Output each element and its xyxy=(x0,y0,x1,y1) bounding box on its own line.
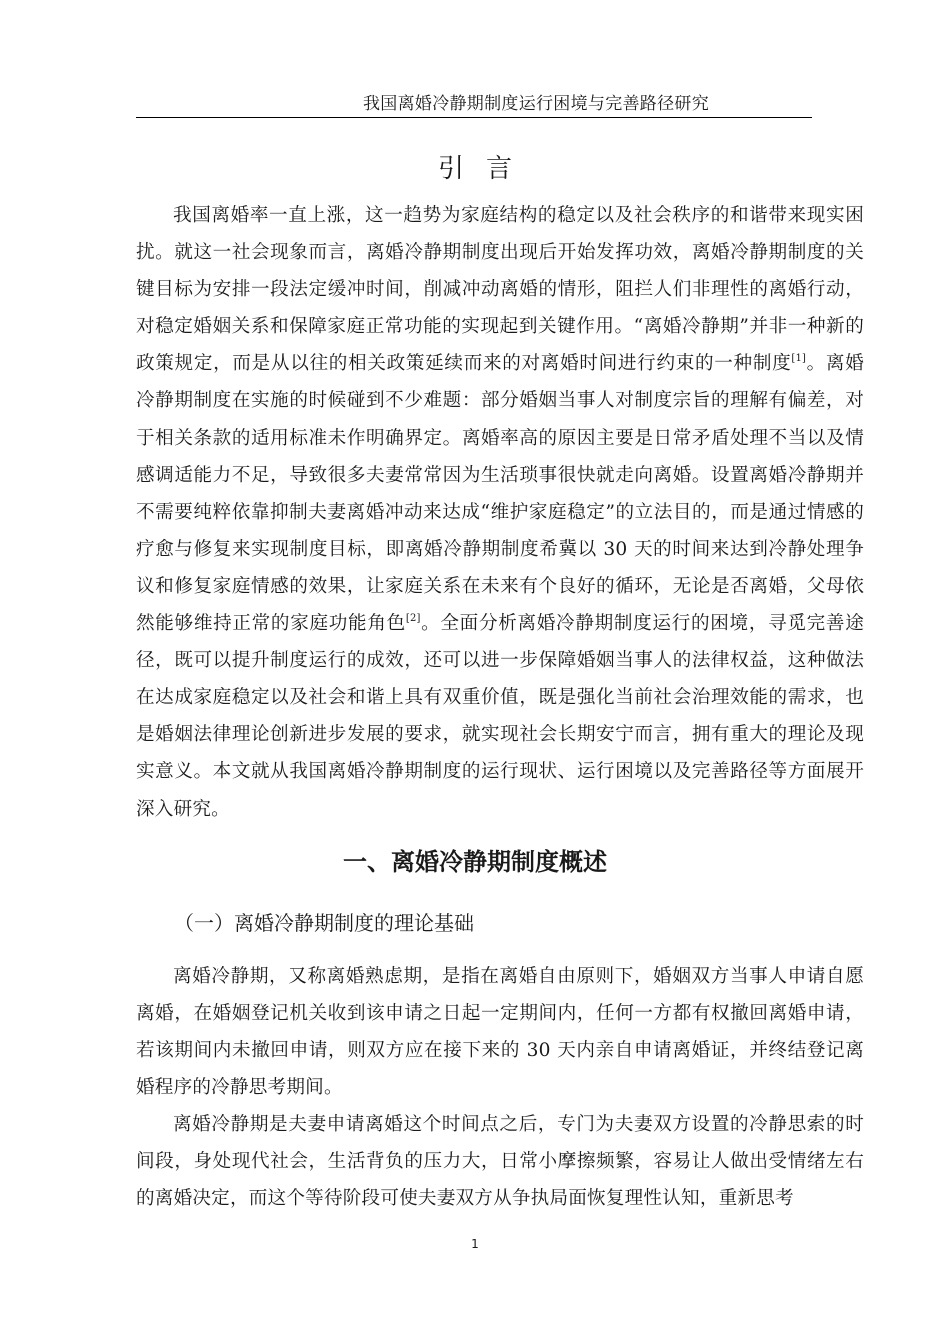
header-rule xyxy=(136,117,812,118)
citation-ref-2: [2] xyxy=(405,613,421,625)
running-header-title: 我国离婚冷静期制度运行困境与完善路径研究 xyxy=(363,94,709,114)
section-heading: 一、离婚冷静期制度概述 xyxy=(343,848,607,876)
body-paragraph-2: 离婚冷静期是夫妻申请离婚这个时间点之后，专门为夫妻双方设置的冷静思索的时间段，身处现代社会，生活背负的压力大，日常小摩擦频繁，容易让人做出受情绪左右的离婚决定，而这个等待阶段可使夫妻双方从争执局面恢复理性认知，重新思考 xyxy=(136,1114,864,1210)
subsection-heading: （一）离婚冷静期制度的理论基础 xyxy=(174,911,474,935)
intro-text-part2: 。离婚冷静期制度在实施的时候碰到不少难题：部分婚姻当事人对制度宗旨的理解有偏差，对于相关条款的适用标准未作明确界定。离婚率高的原因主要是日常矛盾处理不当以及情感调适能力不足，导致很多夫妻常常因为生活琐事很快就走向离婚。设置离婚冷静期并不需要纯粹依靠抑制夫妻离婚冲动来达成“维护家庭稳定”的立法目的，而是通过情感的疗愈与修复来实现制度目标，即离婚冷静期制度希冀以 30 天的时间来达到冷静处理争议和修复家庭情感的效果，让家庭关系在未来有个良好的循环，无论是否离婚，父母依然能够维持正常的家庭功能角色 xyxy=(136,353,864,635)
body-paragraph-1: 离婚冷静期，又称离婚熟虑期，是指在离婚自由原则下，婚姻双方当事人申请自愿离婚，在婚姻登记机关收到该申请之日起一定期间内，任何一方都有权撤回离婚申请，若该期间内未撤回申请，则双方应在接下来的 30 天内亲自申请离婚证，并终结登记离婚程序的冷静思考期间。 xyxy=(136,966,864,1099)
page-number: 1 xyxy=(471,1237,479,1251)
intro-heading: 引言 xyxy=(437,154,534,184)
intro-text-part1: 我国离婚率一直上涨，这一趋势为家庭结构的稳定以及社会秩序的和谐带来现实困扰。就这一社会现象而言，离婚冷静期制度出现后开始发挥功效，离婚冷静期制度的关键目标为安排一段法定缓冲时间，削减冲动离婚的情形，阻拦人们非理性的离婚行动，对稳定婚姻关系和保障家庭正常功能的实现起到关键作用。“离婚冷静期”并非一种新的政策规定，而是从以往的相关政策延续而来的对离婚时间进行约束的一种制度 xyxy=(136,205,864,375)
intro-paragraph xyxy=(136,197,864,828)
running-header xyxy=(136,93,812,118)
citation-ref-1: [1] xyxy=(791,353,807,365)
intro-text-part3: 。全面分析离婚冷静期制度运行的困境，寻觅完善途径，既可以提升制度运行的成效，还可以进一步保障婚姻当事人的法律权益，这种做法在达成家庭稳定以及社会和谐上具有双重价值，既是强化当前社会治理效能的需求，也是婚姻法律理论创新进步发展的要求，就实现社会长期安宁而言，拥有重大的理论及现实意义。本文就从我国离婚冷静期制度的运行现状、运行困境以及完善路径等方面展开深入研究。 xyxy=(136,613,864,820)
